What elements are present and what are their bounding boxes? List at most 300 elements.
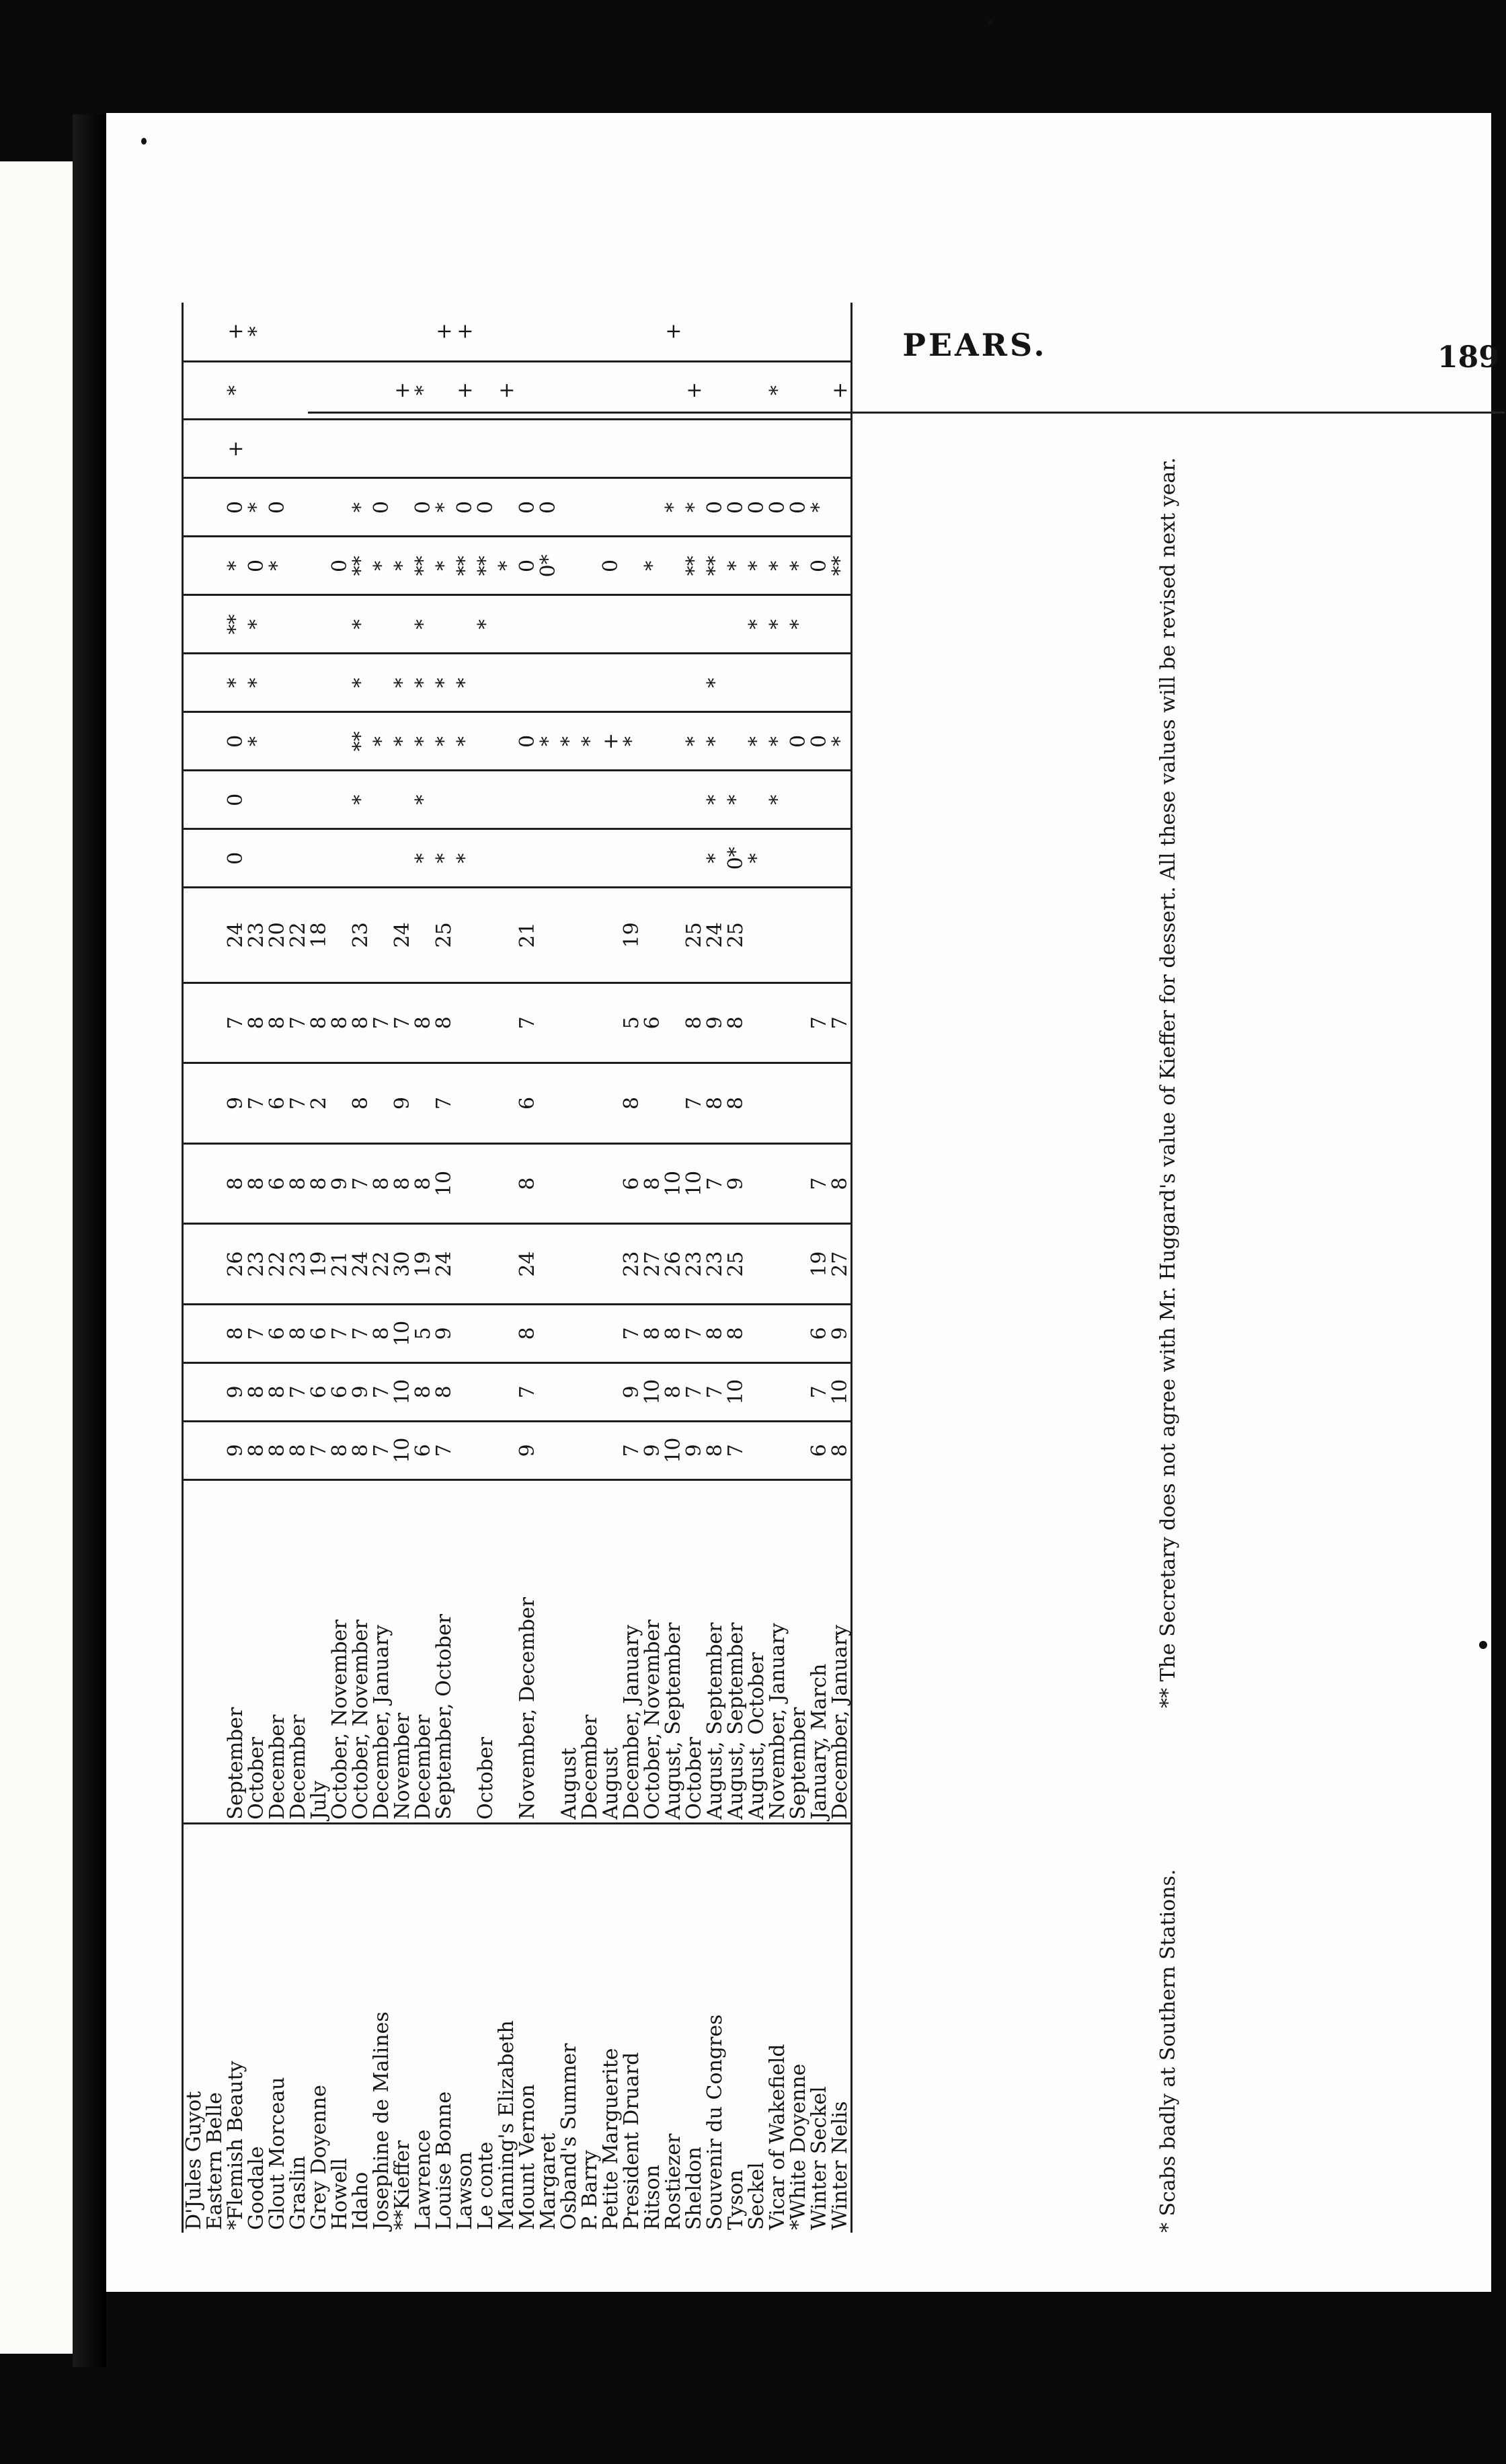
rating-cell: 9: [621, 1362, 642, 1421]
rating-cell: [538, 1421, 559, 1479]
rating-cell: 5: [621, 983, 642, 1063]
rating-cell: [246, 829, 267, 888]
rating-cell: [350, 303, 371, 361]
rating-cell: [434, 595, 454, 654]
rating-cell: [663, 1063, 684, 1144]
rating-cell: 6: [642, 983, 663, 1063]
rating-cell: 8: [288, 1143, 309, 1224]
rating-cell: *: [246, 654, 267, 712]
rating-cell: [746, 888, 767, 983]
variety-name: Seckel: [746, 1823, 767, 2233]
rating-cell: [538, 1143, 559, 1224]
rating-cell: [350, 829, 371, 888]
rating-cell: [809, 303, 830, 361]
rating-cell: *: [246, 595, 267, 654]
season-cell: December: [288, 1479, 309, 1823]
rating-cell: [329, 1063, 350, 1144]
rating-cell: [288, 303, 309, 361]
rating-cell: [454, 888, 475, 983]
rating-cell: 8: [642, 1304, 663, 1362]
rating-cell: [329, 361, 350, 420]
variety-name: Winter Seckel: [809, 1823, 830, 2233]
rating-cell: [788, 654, 809, 712]
rating-cell: *: [413, 595, 434, 654]
rating-cell: [580, 1362, 600, 1421]
table-row: [392, 303, 413, 2233]
rating-cell: [746, 1063, 767, 1144]
rating-cell: 0: [538, 478, 559, 537]
rating-cell: [538, 595, 559, 654]
rating-cell: [204, 1063, 225, 1144]
rating-cell: [309, 537, 329, 595]
rating-cell: 9: [434, 1304, 454, 1362]
rating-cell: [705, 361, 725, 420]
variety-name: Margaret: [538, 1823, 559, 2233]
rating-cell: [663, 420, 684, 478]
rating-cell: 7: [517, 983, 538, 1063]
rating-cell: [371, 829, 392, 888]
rating-cell: [183, 1143, 205, 1224]
rating-cell: [746, 771, 767, 829]
rating-cell: [580, 537, 600, 595]
variety-name: President Druard: [621, 1823, 642, 2233]
rating-cell: 8: [371, 1304, 392, 1362]
rating-cell: 7: [434, 1421, 454, 1479]
rating-cell: **: [705, 537, 725, 595]
rating-cell: 9: [350, 1362, 371, 1421]
rating-cell: [788, 888, 809, 983]
rating-cell: [392, 303, 413, 361]
rating-cell: [183, 983, 205, 1063]
season-cell: August, October: [746, 1479, 767, 1823]
rating-cell: 8: [246, 1362, 267, 1421]
rating-cell: 7: [705, 1362, 725, 1421]
rating-cell: *: [350, 478, 371, 537]
rating-cell: 25: [725, 888, 746, 983]
rating-cell: 7: [621, 1421, 642, 1479]
rating-cell: [663, 537, 684, 595]
rating-cell: [413, 303, 434, 361]
variety-name: Goodale: [246, 1823, 267, 2233]
rating-cell: 25: [684, 888, 705, 983]
rating-cell: +: [684, 361, 705, 420]
rating-cell: [267, 771, 288, 829]
table-row: [725, 303, 746, 2233]
rating-cell: [767, 888, 788, 983]
rating-cell: [621, 361, 642, 420]
rating-cell: [288, 595, 309, 654]
table-row: [705, 303, 725, 2233]
rating-cell: 8: [663, 1362, 684, 1421]
rating-cell: 26: [663, 1224, 684, 1305]
rating-cell: [538, 303, 559, 361]
rating-cell: [288, 361, 309, 420]
rating-cell: 0: [413, 478, 434, 537]
rating-cell: 5: [413, 1304, 434, 1362]
rating-cell: [830, 303, 852, 361]
rating-cell: [204, 1224, 225, 1305]
rating-cell: [517, 303, 538, 361]
table-row: [788, 303, 809, 2233]
rating-cell: [204, 420, 225, 478]
table-row: [371, 303, 392, 2233]
rating-cell: [788, 1063, 809, 1144]
season-cell: December, January: [371, 1479, 392, 1823]
season-cell: July: [309, 1479, 329, 1823]
rating-cell: [684, 654, 705, 712]
rating-cell: [538, 654, 559, 712]
rating-cell: 23: [246, 1224, 267, 1305]
rating-cell: [496, 1143, 517, 1224]
rating-cell: 8: [392, 1143, 413, 1224]
rating-cell: [809, 829, 830, 888]
rating-cell: +: [830, 361, 852, 420]
rating-cell: [371, 771, 392, 829]
rating-cell: 22: [288, 888, 309, 983]
rating-cell: [454, 983, 475, 1063]
rating-cell: [684, 303, 705, 361]
rating-cell: [684, 595, 705, 654]
rating-cell: [809, 654, 830, 712]
rating-cell: *: [746, 712, 767, 771]
rating-cell: [288, 829, 309, 888]
rating-cell: [559, 1224, 580, 1305]
rating-cell: [288, 771, 309, 829]
season-cell: August: [600, 1479, 621, 1823]
rating-cell: [329, 420, 350, 478]
rating-cell: 8: [309, 983, 329, 1063]
rating-cell: [642, 654, 663, 712]
rating-cell: 0: [600, 537, 621, 595]
rating-cell: [559, 420, 580, 478]
rating-cell: 0: [454, 478, 475, 537]
rating-cell: 0: [225, 829, 246, 888]
season-cell: September: [225, 1479, 246, 1823]
variety-name: **Kieffer: [392, 1823, 413, 2233]
rating-cell: *: [245, 326, 268, 337]
rating-cell: [183, 478, 205, 537]
rating-cell: [267, 654, 288, 712]
rating-cell: *: [454, 829, 475, 888]
rating-cell: *: [725, 771, 746, 829]
variety-name: Winter Nelis: [830, 1823, 852, 2233]
rating-cell: [788, 1304, 809, 1362]
season-cell: [538, 1479, 559, 1823]
rating-cell: [517, 361, 538, 420]
rating-cell: [684, 771, 705, 829]
rating-cell: [767, 303, 788, 361]
rating-cell: [350, 361, 371, 420]
rating-cell: 7: [684, 1063, 705, 1144]
rating-cell: [267, 595, 288, 654]
rating-cell: [809, 420, 830, 478]
rating-cell: 23: [621, 1224, 642, 1305]
season-cell: [204, 1479, 225, 1823]
rating-cell: 8: [288, 1304, 309, 1362]
rating-cell: 8: [705, 1421, 725, 1479]
rating-cell: [642, 595, 663, 654]
rating-cell: [475, 1143, 496, 1224]
rating-cell: [267, 712, 288, 771]
rating-cell: [725, 303, 746, 361]
rating-cell: [809, 1063, 830, 1144]
rating-cell: 24: [705, 888, 725, 983]
rating-cell: [642, 303, 663, 361]
rotated-table-block: [182, 303, 1230, 2233]
rating-cell: [663, 983, 684, 1063]
rating-cell: [246, 771, 267, 829]
rating-cell: [600, 420, 621, 478]
rating-cell: 19: [621, 888, 642, 983]
rating-cell: 0*: [538, 537, 559, 595]
rating-cell: [204, 983, 225, 1063]
rating-cell: +: [454, 361, 475, 420]
rating-cell: 7: [705, 1143, 725, 1224]
rating-cell: [600, 595, 621, 654]
rating-cell: [329, 595, 350, 654]
table-row: [517, 303, 538, 2233]
rating-cell: 0: [746, 478, 767, 537]
rating-cell: 10: [830, 1362, 852, 1421]
season-cell: September, October: [434, 1479, 454, 1823]
rating-cell: 7: [809, 1143, 830, 1224]
rating-cell: +: [432, 323, 456, 340]
rating-cell: [580, 303, 600, 361]
rating-cell: [746, 1421, 767, 1479]
season-cell: August, September: [705, 1479, 725, 1823]
footnote-scabs: * Scabs badly at Southern Stations.: [1156, 1869, 1180, 2233]
table-row: [663, 303, 684, 2233]
rating-cell: *: [454, 654, 475, 712]
rating-cell: 8: [288, 1421, 309, 1479]
rating-cell: [392, 771, 413, 829]
rating-cell: [496, 1224, 517, 1305]
rating-cell: 8: [267, 1421, 288, 1479]
rating-cell: 8: [309, 1143, 329, 1224]
rating-cell: [475, 888, 496, 983]
rating-cell: 9: [705, 983, 725, 1063]
rating-cell: [183, 1063, 205, 1144]
season-cell: December: [413, 1479, 434, 1823]
rating-cell: [600, 478, 621, 537]
table-row: [309, 303, 329, 2233]
rating-cell: 21: [517, 888, 538, 983]
rating-cell: [329, 712, 350, 771]
season-cell: August, September: [725, 1479, 746, 1823]
variety-name: Le conte: [475, 1823, 496, 2233]
rating-cell: 0: [517, 712, 538, 771]
rating-cell: [767, 1304, 788, 1362]
table-row: [684, 303, 705, 2233]
rating-cell: [183, 1224, 205, 1305]
rating-cell: 6: [621, 1143, 642, 1224]
season-cell: November: [392, 1479, 413, 1823]
rating-cell: [725, 361, 746, 420]
rating-cell: 10: [392, 1421, 413, 1479]
table-row: [350, 303, 371, 2233]
season-cell: August, September: [663, 1479, 684, 1823]
rating-cell: [830, 478, 852, 537]
rating-cell: 25: [434, 888, 454, 983]
rating-cell: [746, 1224, 767, 1305]
rating-cell: [746, 1304, 767, 1362]
rating-cell: [559, 654, 580, 712]
rating-cell: [559, 829, 580, 888]
rating-cell: [183, 888, 205, 983]
speck: [1479, 1641, 1487, 1649]
rating-cell: [684, 420, 705, 478]
rating-cell: 6: [267, 1063, 288, 1144]
rating-cell: 25: [725, 1224, 746, 1305]
rating-cell: [329, 888, 350, 983]
rating-cell: 8: [517, 1143, 538, 1224]
rating-cell: [183, 1362, 205, 1421]
rating-cell: [183, 537, 205, 595]
rating-cell: [517, 595, 538, 654]
table-row: [767, 303, 788, 2233]
rating-cell: [454, 1063, 475, 1144]
rating-cell: 8: [225, 1304, 246, 1362]
rating-cell: [309, 303, 329, 361]
rating-cell: 0: [788, 478, 809, 537]
rating-cell: 8: [517, 1304, 538, 1362]
table-row: [746, 303, 767, 2233]
rating-cell: 22: [371, 1224, 392, 1305]
rating-cell: [475, 1224, 496, 1305]
rating-cell: *: [705, 829, 725, 888]
pear-ratings-table: [182, 303, 853, 2233]
rating-cell: 8: [246, 1421, 267, 1479]
rating-cell: [267, 303, 288, 361]
rating-cell: 0: [225, 771, 246, 829]
rating-cell: *: [225, 537, 246, 595]
variety-name: Lawrence: [413, 1823, 434, 2233]
table-row: [475, 303, 496, 2233]
rating-cell: [288, 654, 309, 712]
rating-cell: [475, 1063, 496, 1144]
rating-cell: *: [434, 712, 454, 771]
rating-cell: +: [496, 361, 517, 420]
rating-cell: 7: [350, 1304, 371, 1362]
rating-cell: [413, 1063, 434, 1144]
rating-cell: *: [830, 712, 852, 771]
rating-cell: [496, 1421, 517, 1479]
rating-cell: *: [705, 712, 725, 771]
rating-cell: [329, 478, 350, 537]
rating-cell: 7: [371, 983, 392, 1063]
rating-cell: [580, 1143, 600, 1224]
rating-cell: 10: [725, 1362, 746, 1421]
rating-cell: [538, 361, 559, 420]
rating-cell: [580, 771, 600, 829]
table-row: [288, 303, 309, 2233]
table-row: [621, 303, 642, 2233]
rating-cell: **: [413, 537, 434, 595]
rating-cell: [454, 420, 475, 478]
rating-cell: [580, 361, 600, 420]
rating-cell: 0*: [725, 829, 746, 888]
rating-cell: 7: [246, 1304, 267, 1362]
rating-cell: [204, 1143, 225, 1224]
rating-cell: [496, 1362, 517, 1421]
rating-cell: [434, 420, 454, 478]
variety-name: Howell: [329, 1823, 350, 2233]
rating-cell: *: [392, 537, 413, 595]
table-row: [267, 303, 288, 2233]
rating-cell: 10: [663, 1421, 684, 1479]
rating-cell: [183, 829, 205, 888]
rating-cell: *: [413, 771, 434, 829]
rating-cell: 7: [725, 1421, 746, 1479]
rating-cell: [309, 595, 329, 654]
rating-cell: 8: [725, 1304, 746, 1362]
rating-cell: [183, 303, 205, 361]
rating-cell: **: [350, 712, 371, 771]
rating-cell: [475, 712, 496, 771]
rating-cell: 6: [517, 1063, 538, 1144]
rating-cell: [580, 983, 600, 1063]
rating-cell: *: [788, 537, 809, 595]
season-cell: [496, 1479, 517, 1823]
rating-cell: [600, 1224, 621, 1305]
rating-cell: [600, 829, 621, 888]
rating-cell: 8: [434, 983, 454, 1063]
rating-cell: *: [767, 361, 788, 420]
rating-cell: [309, 712, 329, 771]
rating-cell: [559, 1063, 580, 1144]
rating-cell: 8: [725, 1063, 746, 1144]
rating-cell: [746, 1362, 767, 1421]
rating-cell: *: [746, 829, 767, 888]
rating-cell: [204, 595, 225, 654]
rating-cell: [559, 537, 580, 595]
rating-cell: 7: [309, 1421, 329, 1479]
rating-cell: 9: [517, 1421, 538, 1479]
rating-cell: *: [538, 712, 559, 771]
rating-cell: [413, 420, 434, 478]
rating-cell: *: [767, 537, 788, 595]
rating-cell: 8: [267, 1362, 288, 1421]
rating-cell: [496, 654, 517, 712]
season-cell: November, January: [767, 1479, 788, 1823]
rating-cell: [329, 654, 350, 712]
rating-cell: *: [767, 771, 788, 829]
rating-cell: [475, 303, 496, 361]
rating-cell: **: [225, 595, 246, 654]
rating-cell: [454, 595, 475, 654]
rating-cell: [600, 361, 621, 420]
variety-name: Josephine de Malines: [371, 1823, 392, 2233]
rating-cell: [392, 478, 413, 537]
rating-cell: [475, 1362, 496, 1421]
rating-cell: 9: [684, 1421, 705, 1479]
rating-cell: *: [767, 712, 788, 771]
rating-cell: *: [767, 595, 788, 654]
rating-cell: *: [684, 478, 705, 537]
rating-cell: [600, 888, 621, 983]
rating-cell: [830, 1063, 852, 1144]
rating-cell: 19: [309, 1224, 329, 1305]
rating-cell: 9: [725, 1143, 746, 1224]
rating-cell: [434, 361, 454, 420]
rating-cell: [725, 420, 746, 478]
table-row: [329, 303, 350, 2233]
rating-cell: 23: [288, 1224, 309, 1305]
rating-cell: [767, 420, 788, 478]
rating-cell: 9: [392, 1063, 413, 1144]
rating-cell: *: [725, 537, 746, 595]
rating-cell: **: [454, 537, 475, 595]
